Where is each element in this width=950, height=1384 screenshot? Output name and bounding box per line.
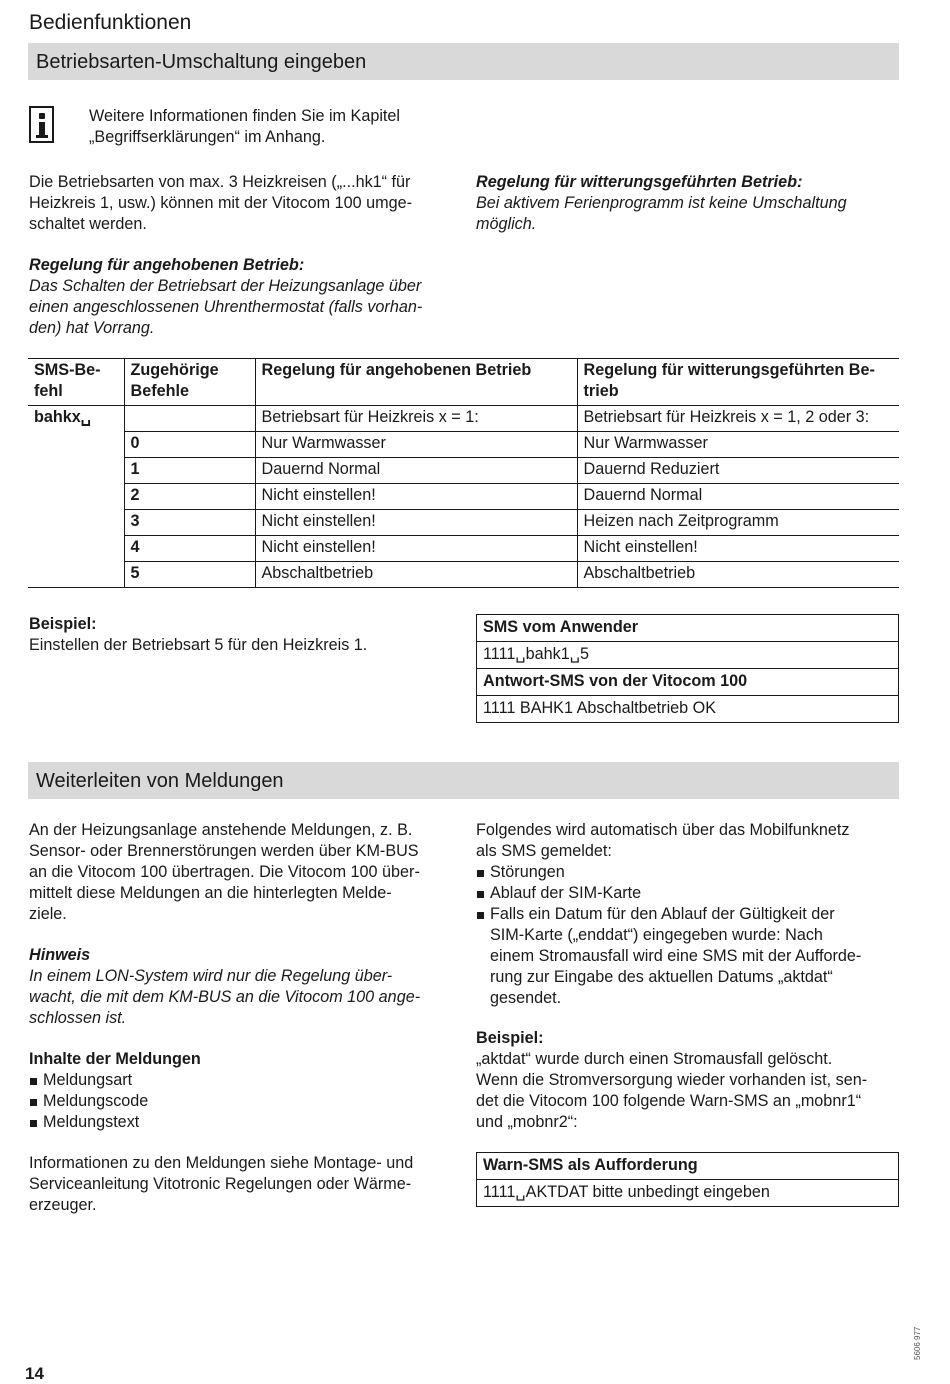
warn-sms-heading: Warn-SMS als Aufforderung xyxy=(477,1153,899,1180)
info-note: Weitere Informationen finden Sie im Kapitel „Begriffserklärungen“ im Anhang. xyxy=(89,107,401,146)
header-sms-command: SMS-Be- fehl xyxy=(28,359,124,406)
sms-user-text: 1111␣bahk1␣5 xyxy=(477,642,899,669)
list-item: Ablauf der SIM-Karte xyxy=(476,883,861,904)
message-contents: Inhalte der Meldungen Meldungsart Meldungscode Meldungstext xyxy=(29,1050,201,1131)
operating-modes-table xyxy=(28,358,899,588)
table-row: 2 Nicht einstellen! Dauernd Normal xyxy=(28,484,899,510)
sms-command-cell: bahkx␣ xyxy=(28,406,124,588)
table-row: 4 Nicht einstellen! Nicht einstellen! xyxy=(28,536,899,562)
messages-intro: An der Heizungsanlage anstehende Meldungen, z. B. Sensor- oder Brennerstörungen werden über KM-BUS an die Vitocom 100 übertragen. Die Vitocom 100 über- mittelt diese Meldungen an die hinterlegten Melde- ziele. xyxy=(29,821,420,923)
raised-control-note: Regelung für angehobenen Betrieb: Das Schalten der Betriebsart der Heizungsanlage über einen angeschlossenen Uhrenthermostat (falls vorhan- den) hat Vorrang. xyxy=(29,256,423,337)
list-item: Falls ein Datum für den Ablauf der Gültigkeit der SIM-Karte („enddat“) eingegeben wurde: Nach einem Stromausfall wird eine SMS mit der Aufforde- rung zur Eingabe des aktuellen Datums „aktdat“ gesendet. xyxy=(476,904,861,1009)
warn-sms-text: 1111␣AKTDAT bitte unbedingt eingeben xyxy=(477,1180,899,1207)
section-title: Betriebsarten-Umschaltung eingeben xyxy=(36,51,367,73)
example-aktdat: Beispiel: „aktdat“ wurde durch einen Stromausfall gelöscht. Wenn die Stromversorgung wieder vorhanden ist, sen- det die Vitocom 100 folgende Warn-SMS an „mobnr1“ und „mobnr2“: xyxy=(476,1029,868,1131)
table-header-row xyxy=(28,359,899,406)
section-title: Weiterleiten von Meldungen xyxy=(36,770,284,792)
section-header-messages xyxy=(28,762,899,799)
sms-user-heading: SMS vom Anwender xyxy=(477,615,899,642)
sms-reported-list: Folgendes wird automatisch über das Mobilfunknetz als SMS gemeldet: Störungen Ablauf der SIM-Karte Falls ein Datum für den Ablauf der Gültigkeit der SIM-Karte („enddat“) eingegeben wurde: Nach einem Stromausfall wird eine SMS mit der Aufforde- rung zur Eingabe des aktuellen Datums „aktdat“ gesendet. xyxy=(476,821,862,1007)
example-mode-switch: Beispiel: Einstellen der Betriebsart 5 für den Heizkreis 1. xyxy=(29,615,368,654)
weather-control-note: Regelung für witterungsgeführten Betrieb: Bei aktivem Ferienprogramm ist keine Umschaltung möglich. xyxy=(476,173,847,233)
header-weather-control: Regelung für witterungsgeführten Be- trieb xyxy=(577,359,899,406)
svg-text:5606 977: 5606 977 xyxy=(913,1326,922,1360)
list-item: Meldungstext xyxy=(29,1112,201,1133)
section-header-mode-switch xyxy=(28,43,899,80)
list-item: Meldungscode xyxy=(29,1091,201,1112)
header-related-commands: Zugehörige Befehle xyxy=(124,359,255,406)
lon-note: Hinweis In einem LON-System wird nur die Regelung über- wacht, die mit dem KM-BUS an die Vitocom 100 ange- schlossen ist. xyxy=(29,946,421,1027)
document-number xyxy=(905,1322,927,1362)
list-item: Meldungsart xyxy=(29,1070,201,1091)
list-item: Störungen xyxy=(476,862,861,883)
sms-reply-text: 1111 BAHK1 Abschaltbetrieb OK xyxy=(477,696,899,723)
table-row: 3 Nicht einstellen! Heizen nach Zeitprogramm xyxy=(28,510,899,536)
chapter-title: Bedienfunktionen xyxy=(29,11,192,34)
page-number: 14 xyxy=(25,1364,44,1383)
info-icon xyxy=(29,106,54,143)
table-row: 1 Dauernd Normal Dauernd Reduziert xyxy=(28,458,899,484)
intro-paragraph: Die Betriebsarten von max. 3 Heizkreisen („...hk1“ für Heizkreis 1, usw.) können mit der Vitocom 100 umge- schaltet werden. xyxy=(29,173,412,233)
table-row: 0 Nur Warmwasser Nur Warmwasser xyxy=(28,432,899,458)
warn-sms-box xyxy=(476,1152,899,1207)
sms-reply-heading: Antwort-SMS von der Vitocom 100 xyxy=(477,669,899,696)
messages-info: Informationen zu den Meldungen siehe Montage- und Serviceanleitung Vitotronic Regelungen oder Wärme- erzeuger. xyxy=(29,1154,414,1214)
table-row: bahkx␣ Betriebsart für Heizkreis x = 1: Betriebsart für Heizkreis x = 1, 2 oder 3: xyxy=(28,406,899,432)
table-row: 5 Abschaltbetrieb Abschaltbetrieb xyxy=(28,562,899,588)
sms-example-box xyxy=(476,614,899,723)
header-raised-control: Regelung für angehobenen Betrieb xyxy=(255,359,577,406)
